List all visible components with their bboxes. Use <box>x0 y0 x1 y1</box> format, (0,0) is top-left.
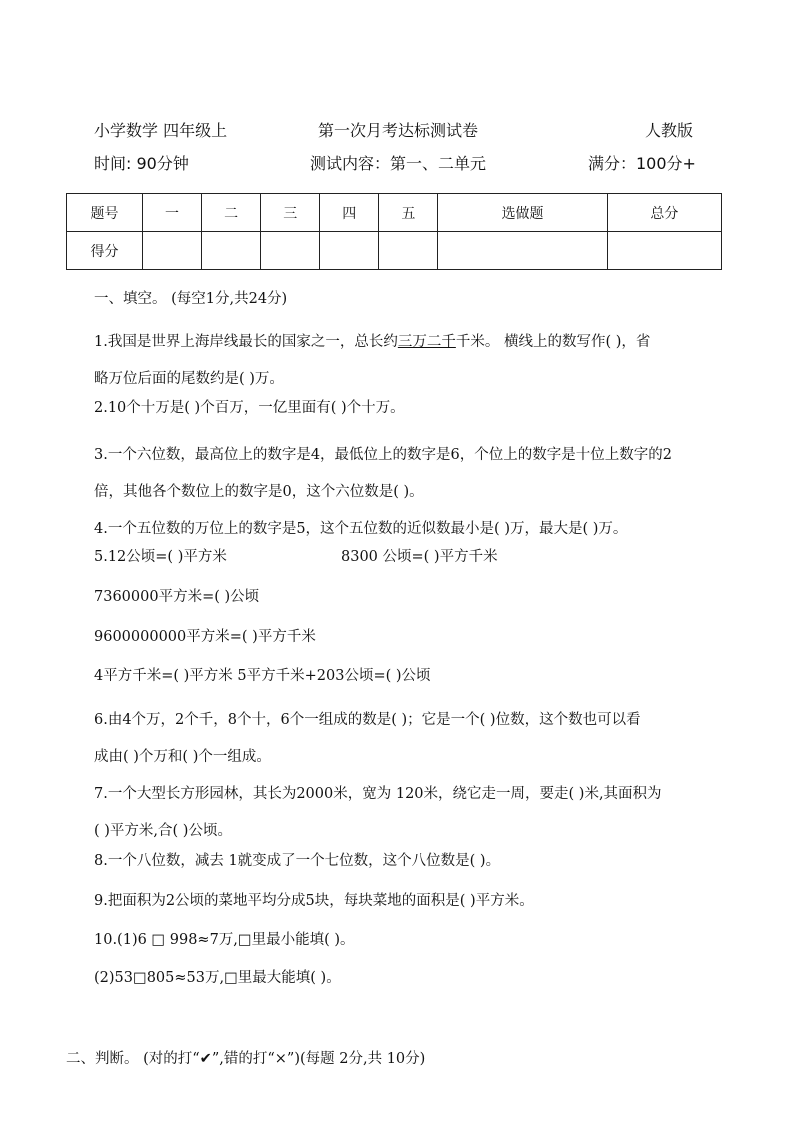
score-table <box>66 193 722 270</box>
question-6-line2: 成由( )个万和( )个一组成。 <box>94 749 271 765</box>
table-cell-score-label: 得分 <box>67 232 143 270</box>
score-table-header-row <box>67 194 722 232</box>
question-1-line2: 略万位后面的尾数约是( )万。 <box>94 371 284 387</box>
table-cell-header: 题号 <box>67 194 143 232</box>
score-input-cell[interactable] <box>438 232 607 270</box>
question-5d: 9600000000平方米=( )平方千米 <box>94 629 316 645</box>
question-5e: 4平方千米=( )平方米 5平方千米+203公顷=( )公顷 <box>94 668 431 684</box>
score-input-cell[interactable] <box>202 232 261 270</box>
question-7-line1: 7.一个大型长方形园林，其长为2000米，宽为 120米，绕它走一周，要走( )米,其面积为 <box>94 786 662 802</box>
section2-title: 二、判断。 (对的打“✔”,错的打“×”)(每题 2分,共 10分) <box>66 1051 426 1067</box>
header-edition: 人教版 <box>645 121 694 140</box>
question-2: 2.10个十万是( )个百万，一亿里面有( )个十万。 <box>94 400 405 416</box>
question-1-line1 <box>94 330 650 351</box>
header-content: 测试内容：第一、二单元 <box>310 154 487 173</box>
score-input-cell[interactable] <box>143 232 202 270</box>
question-10b: (2)53□805≈53万,□里最大能填( )。 <box>94 970 341 986</box>
question-9: 9.把面积为2公顷的菜地平均分成5块，每块菜地的面积是( )平方米。 <box>94 893 534 909</box>
table-cell-header: 一 <box>143 194 202 232</box>
header-time: 时间: 90分钟 <box>94 154 189 173</box>
question-4: 4.一个五位数的万位上的数字是5，这个五位数的近似数最小是( )万，最大是( )万。 <box>94 521 628 537</box>
question-3-line1: 3.一个六位数，最高位上的数字是4，最低位上的数字是6，个位上的数字是十位上数字的2 <box>94 447 673 463</box>
score-input-cell[interactable] <box>261 232 320 270</box>
score-input-cell[interactable] <box>607 232 721 270</box>
table-cell-header: 二 <box>202 194 261 232</box>
question-5a: 5.12公顷=( )平方米 <box>94 549 227 565</box>
section1-title: 一、填空。 (每空1分,共24分) <box>94 291 288 307</box>
question-8: 8.一个八位数，减去 1就变成了一个七位数，这个八位数是( )。 <box>94 853 501 869</box>
question-5c: 7360000平方米=( )公顷 <box>94 589 260 605</box>
question-1-text-a: 1.我国是世界上海岸线最长的国家之一，总长约 <box>94 334 398 350</box>
question-7-line2: ( )平方米,合( )公顷。 <box>94 823 232 839</box>
table-cell-header: 三 <box>261 194 320 232</box>
question-3-line2: 倍，其他各个数位上的数字是0，这个六位数是( )。 <box>94 484 424 500</box>
header-subject: 小学数学 四年级上 <box>94 121 228 140</box>
score-table-score-row <box>67 232 722 270</box>
table-cell-header: 总分 <box>607 194 721 232</box>
header-exam-title: 第一次月考达标测试卷 <box>318 121 479 140</box>
score-input-cell[interactable] <box>379 232 438 270</box>
question-10a: 10.(1)6 □ 998≈7万,□里最小能填( )。 <box>94 932 355 948</box>
question-6-line1: 6.由4个万，2个千，8个十，6个一组成的数是( )；它是一个( )位数，这个数也可以看 <box>94 712 641 728</box>
table-cell-header: 选做题 <box>438 194 607 232</box>
score-input-cell[interactable] <box>320 232 379 270</box>
table-cell-header: 四 <box>320 194 379 232</box>
question-1-text-b: 千米。 横线上的数写作( )，省 <box>455 334 651 350</box>
table-cell-header: 五 <box>379 194 438 232</box>
question-5b: 8300 公顷=( )平方千米 <box>341 549 498 565</box>
question-1-underlined: 三万二千 <box>397 334 456 350</box>
header-full-score: 满分：100分+ <box>588 154 696 173</box>
